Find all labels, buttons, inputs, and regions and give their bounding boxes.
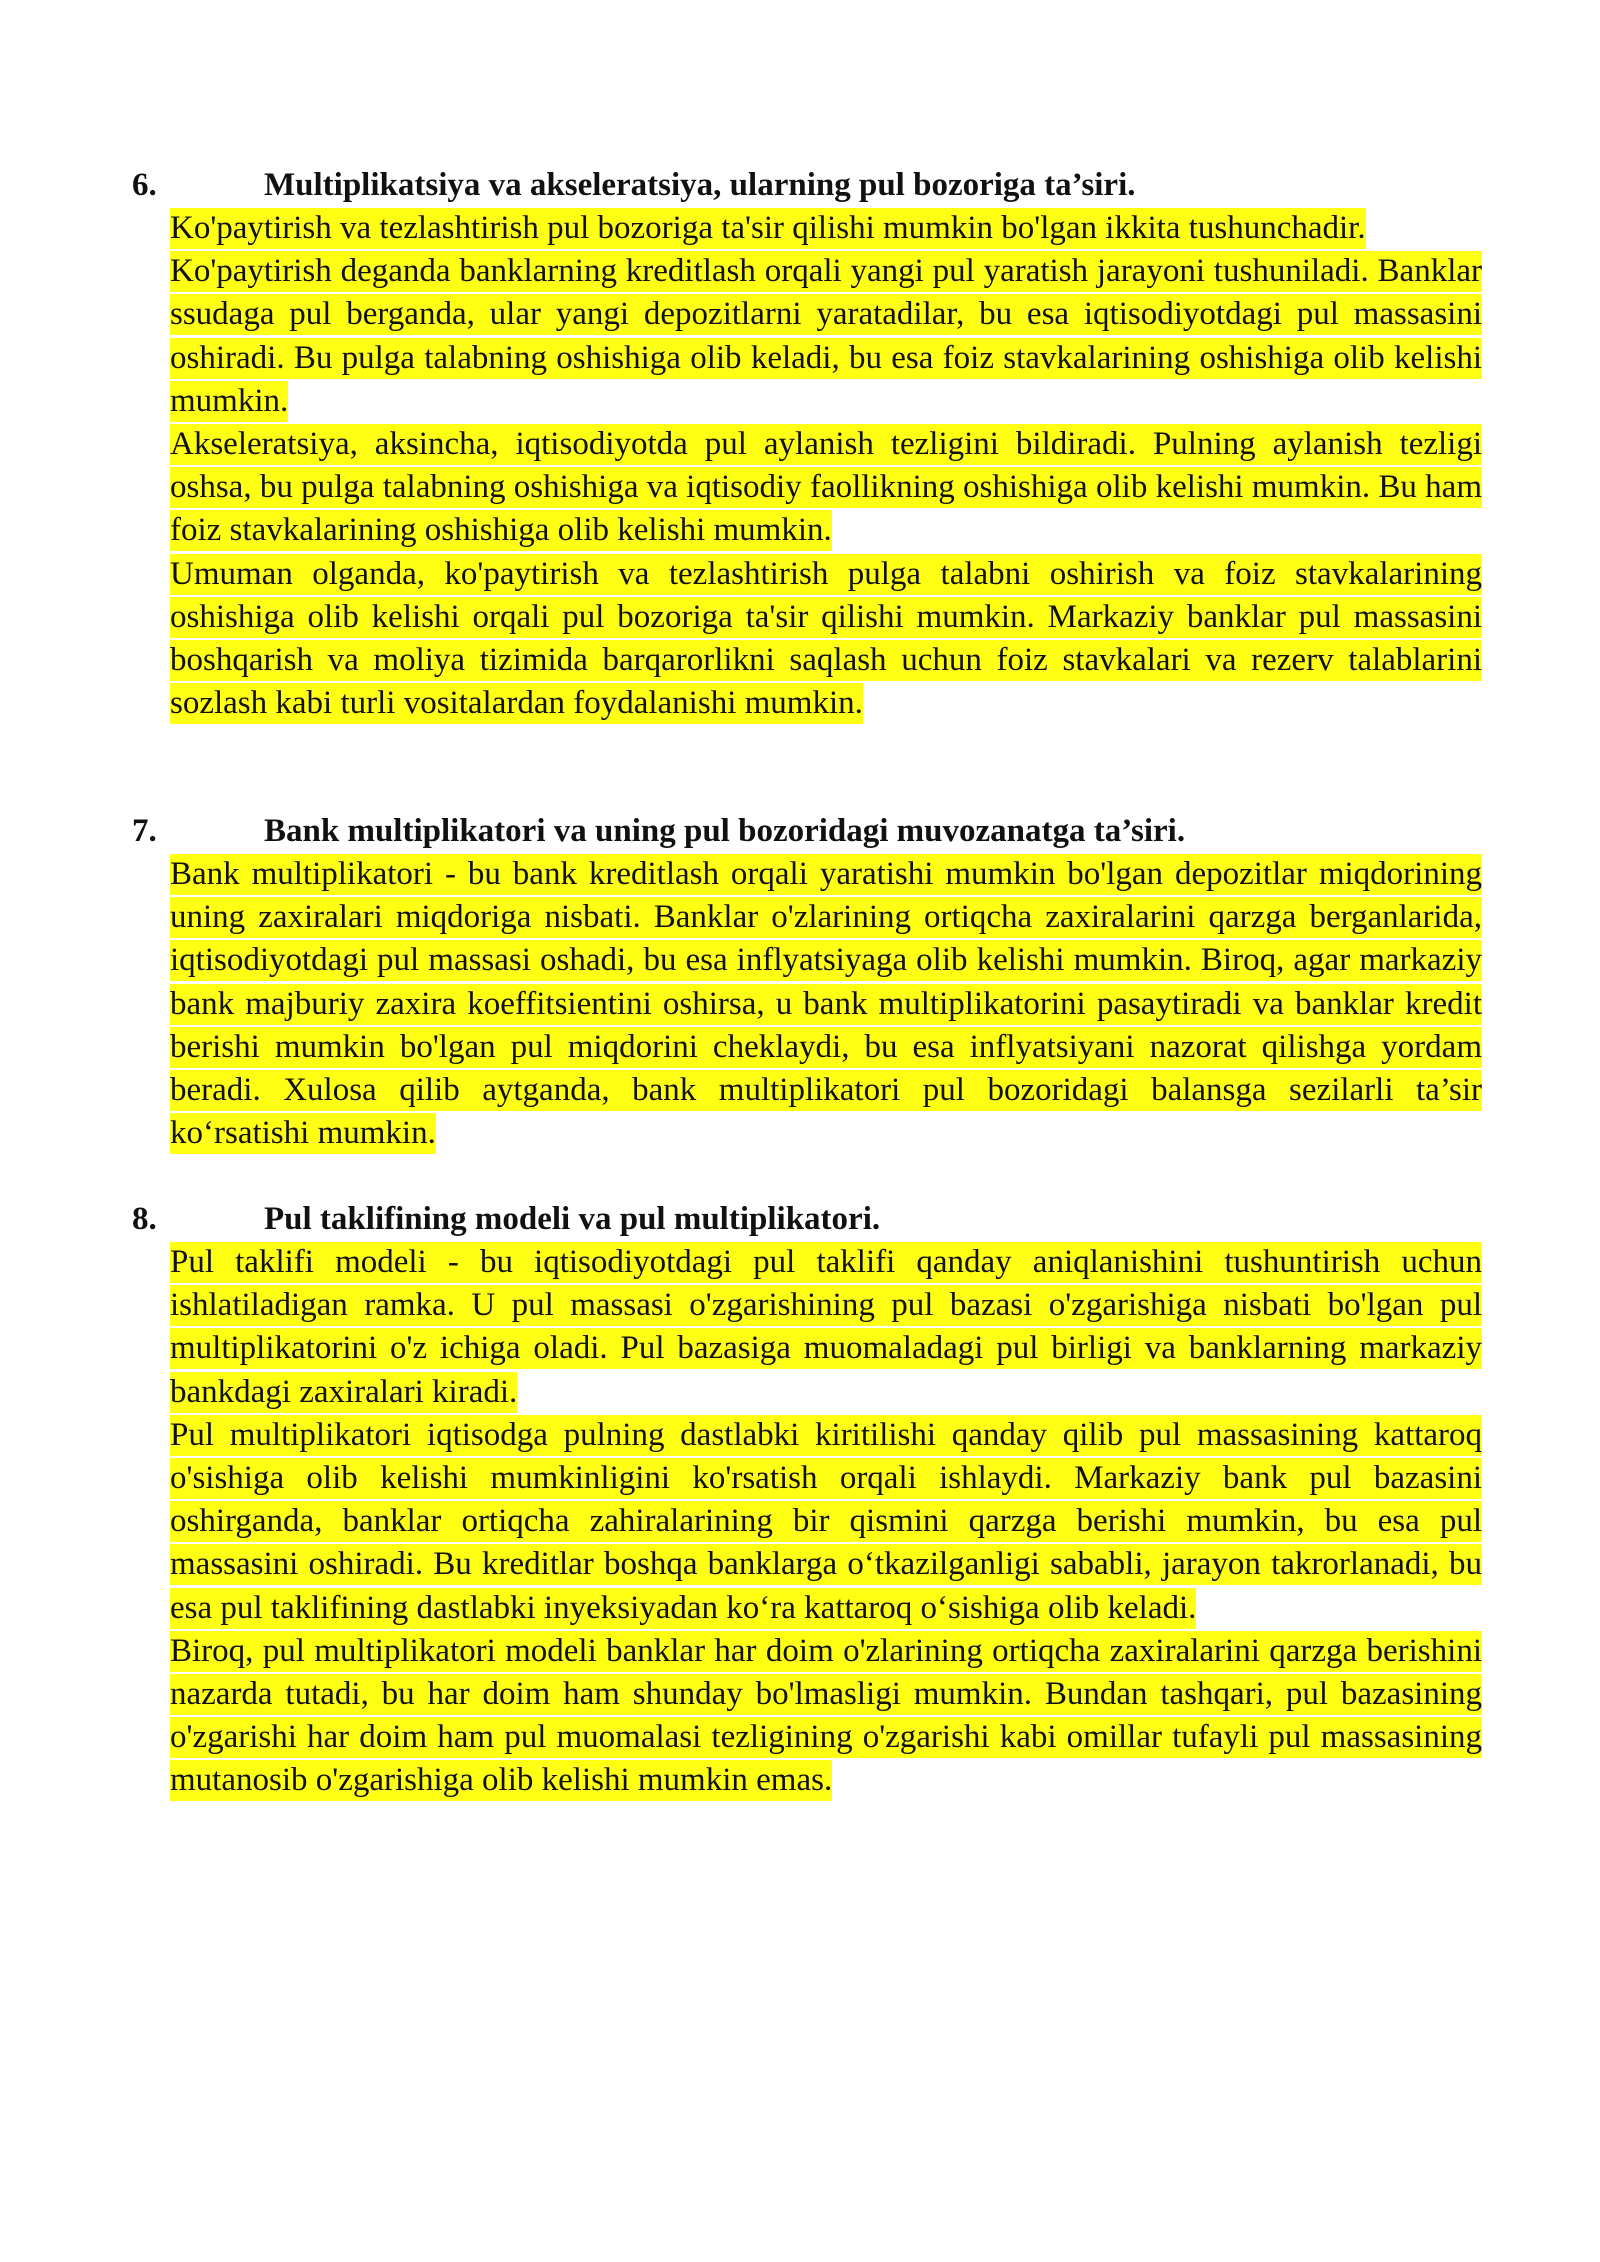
section-6 [132,164,1482,725]
paragraph [170,250,1482,423]
section-8 [132,1198,1482,1803]
paragraph [170,1414,1482,1630]
section-heading [132,810,1482,853]
highlighted-text: Pul taklifi modeli - bu iqtisodiyotdagi pul taklifi qanday aniqlanishini tushuntirish uchun ishlatiladigan ramka. U pul massasi o'zgarishining pul bazasi o'zgarishiga nisbati bo'lgan pul multiplikatorini o'z ichiga oladi. Pul bazasiga muomaladagi pul birligi va banklarning markaziy bankdagi zaxiralari kiradi. [170,1242,1482,1413]
section-title: Pul taklifining modeli va pul multiplikatori. [264,1201,881,1237]
section-title: Multiplikatsiya va akseleratsiya, ularning pul bozoriga ta’siri. [264,167,1136,203]
highlighted-text: Ko'paytirish deganda banklarning kreditlash orqali yangi pul yaratish jarayoni tushuniladi. Banklar ssudaga pul berganda, ular yangi depozitlarni yaratadilar, bu esa iqtisodiyotdagi pul massasini oshiradi. Bu pulga talabning oshishiga olib keladi, bu esa foiz stavkalarining oshishiga olib kelishi mumkin. [170,251,1482,422]
paragraph [170,1241,1482,1414]
paragraph [170,207,1482,250]
section-number: 7. [132,813,157,849]
section-number: 8. [132,1201,157,1237]
section-body [170,1241,1482,1803]
highlighted-text: Umuman olganda, ko'paytirish va tezlashtirish pulga talabni oshirish va foiz stavkalarining oshishiga olib kelishi orqali pul bozoriga ta'sir qilishi mumkin. Markaziy banklar pul massasini boshqarish va moliya tizimida barqarorlikni saqlash uchun foiz stavkalari va rezerv talablarini sozlash kabi turli vositalardan foydalanishi mumkin. [170,554,1482,725]
paragraph [170,423,1482,553]
paragraph [170,853,1482,1155]
section-body [170,207,1482,725]
highlighted-text: Pul multiplikatori iqtisodga pulning dastlabki kiritilishi qanday qilib pul massasining kattaroq o'sishiga olib kelishi mumkinligini ko'rsatish orqali ishlaydi. Markaziy bank pul bazasini oshirganda, banklar ortiqcha zahiralarining bir qismini qarzga berishi mumkin, bu esa pul massasini oshiradi. Bu kreditlar boshqa banklarga o‘tkazilganligi sababli, jarayon takrorlanadi, bu esa pul taklifining dastlabki inyeksiyadan ko‘ra kattaroq o‘sishiga olib keladi. [170,1415,1482,1629]
paragraph [170,553,1482,726]
section-heading [132,164,1482,207]
highlighted-text: Bank multiplikatori - bu bank kreditlash orqali yaratishi mumkin bo'lgan depozitlar miqdorining uning zaxiralari miqdoriga nisbati. Banklar o'zlarining ortiqcha zaxiralarini qarzga berganlarida, iqtisodiyotdagi pul massasi oshadi, bu esa inflyatsiyaga olib kelishi mumkin. Biroq, agar markaziy bank majburiy zaxira koeffitsientini oshirsa, u bank multiplikatorini pasaytiradi va banklar kredit berishi mumkin bo'lgan pul miqdorini cheklaydi, bu esa inflyatsiyani nazorat qilishga yordam beradi. Xulosa qilib aytganda, bank multiplikatori pul bozoridagi balansga sezilarli ta’sir ko‘rsatishi mumkin. [170,854,1482,1154]
highlighted-text: Biroq, pul multiplikatori modeli banklar har doim o'zlarining ortiqcha zaxiralarini qarzga berishini nazarda tutadi, bu har doim ham shunday bo'lmasligi mumkin. Bundan tashqari, pul bazasining o'zgarishi har doim ham pul muomalasi tezligining o'zgarishi kabi omillar tufayli pul massasining mutanosib o'zgarishiga olib kelishi mumkin emas. [170,1631,1482,1802]
highlighted-text: Akseleratsiya, aksincha, iqtisodiyotda pul aylanish tezligini bildiradi. Pulning aylanish tezligi oshsa, bu pulga talabning oshishiga va iqtisodiy faollikning oshishiga olib kelishi mumkin. Bu ham foiz stavkalarining oshishiga olib kelishi mumkin. [170,424,1482,551]
highlighted-text: Ko'paytirish va tezlashtirish pul bozoriga ta'sir qilishi mumkin bo'lgan ikkita tushunchadir. [170,208,1366,249]
section-heading [132,1198,1482,1241]
section-title: Bank multiplikatori va uning pul bozoridagi muvozanatga ta’siri. [264,813,1186,849]
section-body [170,853,1482,1155]
paragraph [170,1630,1482,1803]
section-number: 6. [132,167,157,203]
section-7 [132,810,1482,1155]
